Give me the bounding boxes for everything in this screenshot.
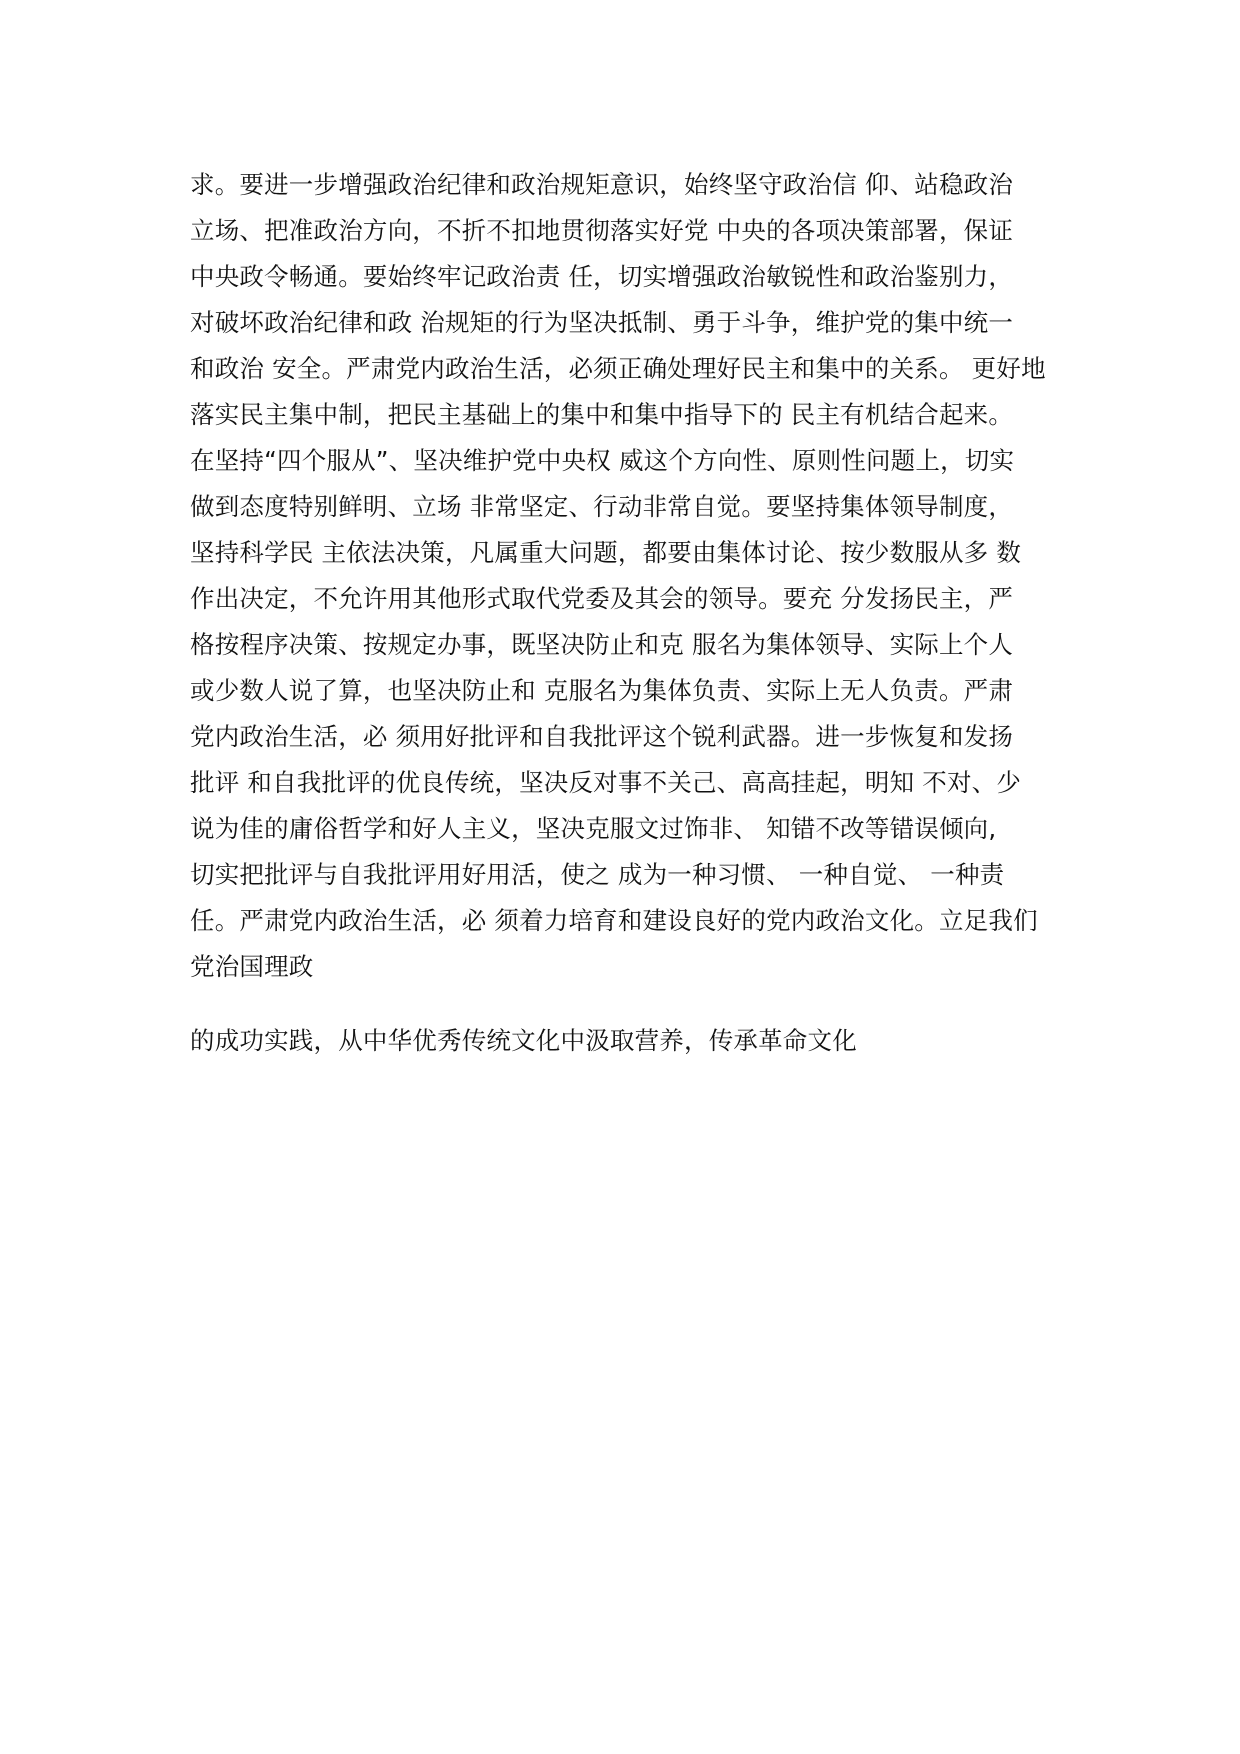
text-line: 坚持科学民 主依法决策，凡属重大问题，都要由集体讨论、按少数服从多 数: [190, 538, 1022, 567]
text-line: 或少数人说了算，也坚决防止和 克服名为集体负责、实际上无人负责。严肃: [190, 676, 1014, 705]
text-line: 做到态度特别鲜明、立场 非常坚定、行动非常自觉。要坚持集体领导制度，: [190, 492, 1014, 521]
text-line: 批评 和自我批评的优良传统，坚决反对事不关己、高高挂起，明知 不对、少: [190, 768, 1022, 797]
body-paragraph: [190, 162, 1070, 990]
text-line: 和政治 安全。严肃党内政治生活，必须正确处理好民主和集中的关系。 更好地: [190, 354, 1046, 383]
text-line: 党内政治生活，必 须用好批评和自我批评这个锐利武器。进一步恢复和发扬: [190, 722, 1014, 751]
text-line: 党治国理政: [190, 952, 314, 981]
text-line: 的成功实践，从中华优秀传统文化中汲取营养，传承革命文化: [190, 1026, 857, 1055]
text-line: 落实民主集中制，把民主基础上的集中和集中指导下的 民主有机结合起来。: [190, 400, 1014, 429]
trailing-paragraph: [190, 1018, 1070, 1064]
text-line: 任。严肃党内政治生活，必 须着力培育和建设良好的党内政治文化。立足我们: [190, 906, 1038, 935]
text-line: 说为佳的庸俗哲学和好人主义，坚决克服文过饰非、 知错不改等错误倾向,: [190, 814, 997, 843]
text-line: 中央政令畅通。要始终牢记政治责 任，切实增强政治敏锐性和政治鉴别力，: [190, 262, 1014, 291]
text-line: 在坚持“四个服从”、坚决维护党中央权 威这个方向性、原则性问题上，切实: [190, 446, 1015, 475]
text-line: 切实把批评与自我批评用好用活，使之 成为一种习惯、 一种自觉、 一种责: [190, 860, 1005, 889]
text-line: 立场、把准政治方向，不折不扣地贯彻落实好党 中央的各项决策部署，保证: [190, 216, 1014, 245]
text-line: 求。要进一步增强政治纪律和政治规矩意识，始终坚守政治信 仰、站稳政治: [190, 170, 1014, 199]
text-line: 格按程序决策、按规定办事，既坚决防止和克 服名为集体领导、实际上个人: [190, 630, 1014, 659]
text-line: 作出决定，不允许用其他形式取代党委及其会的领导。要充 分发扬民主，严: [190, 584, 1014, 613]
text-line: 对破坏政治纪律和政 治规矩的行为坚决抵制、勇于斗争，维护党的集中统一: [190, 308, 1014, 337]
